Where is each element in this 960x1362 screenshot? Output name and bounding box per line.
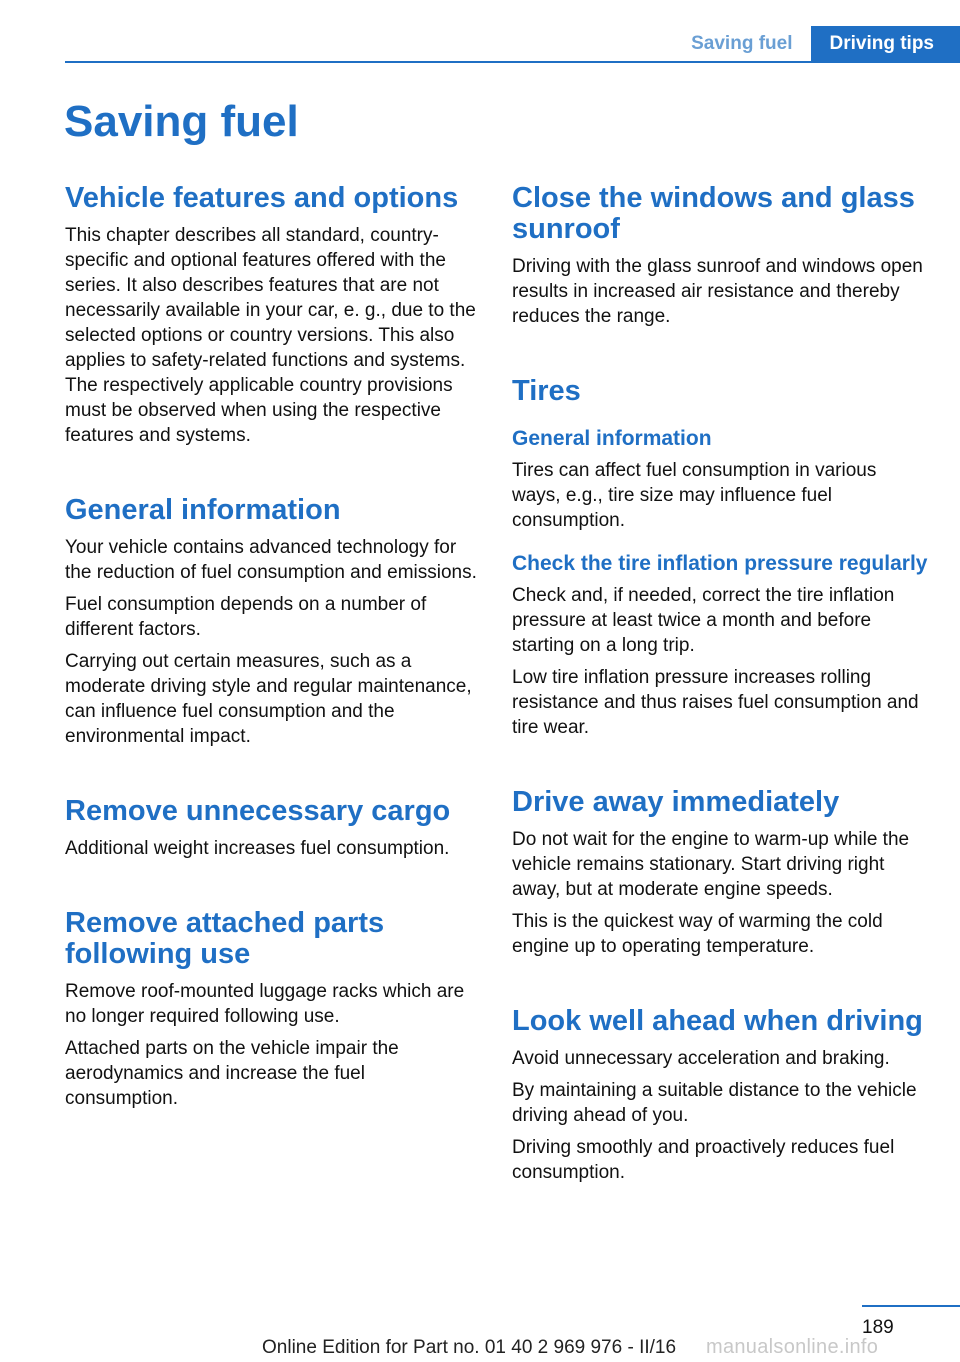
section-heading: Tires bbox=[512, 375, 581, 407]
paragraph: Check and, if needed, correct the tire inflation pressure at least twice a month and before starting on a long trip. bbox=[512, 585, 895, 656]
paragraph: Remove roof-mounted luggage racks which are no longer required following use. bbox=[65, 981, 465, 1027]
header-rule bbox=[65, 61, 960, 63]
subsection-heading: Check the tire inflation pressure regularly bbox=[512, 552, 928, 575]
section-look-ahead bbox=[512, 1006, 928, 1185]
paragraph: Attached parts on the vehicle impair the aerodynamics and increase the fuel consumption. bbox=[65, 1038, 399, 1109]
section-general-information bbox=[65, 495, 481, 749]
paragraph: Do not wait for the engine to warm-up while the vehicle remains stationary. Start driving right away, but at moderate engine speeds. bbox=[512, 829, 910, 900]
paragraph: Carrying out certain measures, such as a moderate driving style and regular maintenance, can influence fuel consumption and the environmental impact. bbox=[65, 651, 472, 747]
section-heading: Remove unnecessary cargo bbox=[65, 795, 451, 827]
paragraph: Fuel consumption depends on a number of different factors. bbox=[65, 594, 427, 640]
section-heading: Remove attached parts following use bbox=[65, 907, 385, 970]
section-remove-attached-parts bbox=[65, 908, 481, 1111]
header-tab-section: Saving fuel bbox=[691, 33, 793, 54]
section-remove-cargo bbox=[65, 796, 481, 861]
paragraph: Additional weight increases fuel consumption. bbox=[65, 838, 450, 859]
paragraph: Low tire inflation pressure increases rolling resistance and thus raises fuel consumption and tire wear. bbox=[512, 667, 919, 738]
paragraph: This is the quickest way of warming the cold engine up to operating temperature. bbox=[512, 911, 883, 957]
left-column bbox=[65, 183, 481, 1111]
footer-rule bbox=[862, 1305, 960, 1307]
section-heading: Look well ahead when driving bbox=[512, 1005, 923, 1037]
subsection-heading: General information bbox=[512, 427, 712, 450]
paragraph: Driving with the glass sunroof and windows open results in increased air resistance and thereby reduces the range. bbox=[512, 256, 923, 327]
watermark: manualsonline.info bbox=[706, 1336, 879, 1358]
section-tires bbox=[512, 376, 928, 740]
section-heading: Drive away immediately bbox=[512, 786, 840, 818]
paragraph: By maintaining a suitable distance to the vehicle driving ahead of you. bbox=[512, 1080, 917, 1126]
paragraph: Tires can affect fuel consumption in various ways, e.g., tire size may influence fuel consumption. bbox=[512, 460, 877, 531]
header-tabs bbox=[672, 26, 960, 62]
paragraph: Your vehicle contains advanced technology for the reduction of fuel consumption and emissions. bbox=[65, 537, 477, 583]
paragraph: This chapter describes all standard, country-specific and optional features offered with the series. It also describes features that are not necessarily available in your car, e. g., due to the selected options or country versions. This also applies to safety-related functions and systems. The respectively applicable country provisions must be observed when using the respective features and systems. bbox=[65, 225, 476, 446]
paragraph: Driving smoothly and proactively reduces fuel consumption. bbox=[512, 1137, 895, 1183]
section-heading: General information bbox=[65, 494, 341, 526]
section-heading: Close the windows and glass sunroof bbox=[512, 182, 915, 245]
footer-edition: Online Edition for Part no. 01 40 2 969 976 - II/16 bbox=[262, 1337, 677, 1358]
section-heading: Vehicle features and options bbox=[65, 182, 459, 214]
right-column bbox=[512, 183, 928, 1185]
paragraph: Avoid unnecessary acceleration and braking. bbox=[512, 1048, 890, 1069]
page-number: 189 bbox=[862, 1317, 894, 1338]
section-drive-away bbox=[512, 787, 928, 959]
page-title: Saving fuel bbox=[64, 97, 299, 146]
section-vehicle-features bbox=[65, 183, 481, 448]
header-tab-chapter: Driving tips bbox=[811, 26, 960, 62]
section-close-windows bbox=[512, 183, 928, 329]
